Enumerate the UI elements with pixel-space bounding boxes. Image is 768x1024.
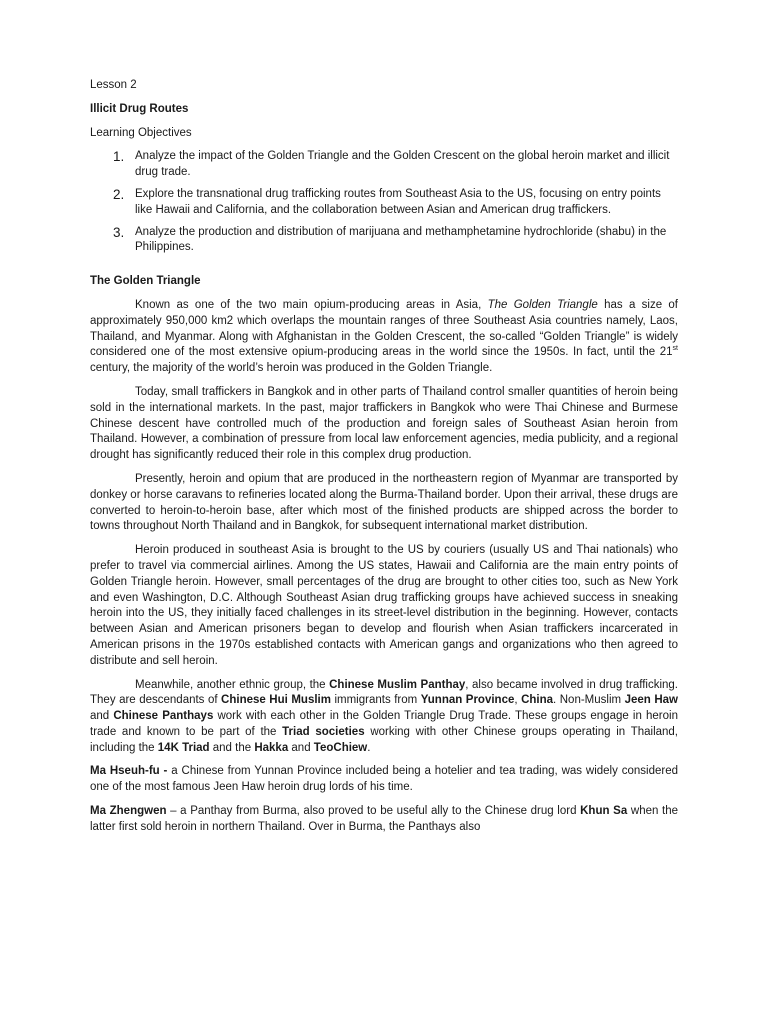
entry-ma-zhengwen: Ma Zhengwen – a Panthay from Burma, also proved to be useful ally to the Chinese drug lord Khun Sa when the latter first sold heroin in northern Thailand. Over in Burma, the Panthays also bbox=[90, 805, 679, 833]
objective-number: 2. bbox=[113, 186, 125, 202]
paragraph-golden-triangle-intro: Known as one of the two main opium-producing areas in Asia, The Golden Triangle has a size of approximately 950,000 km2 which overlaps the mountain ranges of three Southeast Asia countries namely, Laos, Thailand, and Myanmar. Along with Afghanistan in the Golden Crescent, the so-called “Golden Triangle” is widely considered one of the most extensive opium-producing areas in the world since the 1950s. In fact, until the 21st century, the majority of the world’s heroin was produced in the Golden Triangle. bbox=[90, 298, 679, 375]
objectives-list bbox=[90, 149, 678, 256]
objective-text: Analyze the production and distribution of marijuana and methamphetamine hydrochloride (shabu) in the Philippines. bbox=[135, 225, 667, 254]
objective-text: Analyze the impact of the Golden Triangle and the Golden Crescent on the global heroin market and illicit drug trade. bbox=[135, 150, 670, 179]
golden-triangle-term: The Golden Triangle bbox=[487, 298, 598, 311]
lesson-number: Lesson 2 bbox=[90, 79, 137, 91]
objective-item bbox=[90, 149, 678, 181]
objective-number: 3. bbox=[113, 224, 125, 240]
lesson-title: Illicit Drug Routes bbox=[90, 102, 189, 115]
objective-text: Explore the transnational drug trafficking routes from Southeast Asia to the US, focusing on entry points like Hawaii and California, and the collaboration between Asian and American drug traffickers. bbox=[135, 187, 661, 216]
paragraph-bangkok-traffickers: Today, small traffickers in Bangkok and in other parts of Thailand control smaller quantities of heroin being sold in the international markets. In the past, major traffickers in Bangkok who were Thai Chinese and Burmese Chinese descent have controlled much of the production and foreign sales of Southeast Asian heroin from Thailand. However, a combination of pressure from local law enforcement agencies, media publicity, and a regional drought has significantly reduced their role in this complex drug production. bbox=[90, 385, 678, 462]
entry-ma-hseuh-fu: Ma Hseuh-fu - a Chinese from Yunnan Province included being a hotelier and tea trading, was widely considered one of the most famous Jeen Haw heroin drug lords of his time. bbox=[90, 765, 678, 794]
paragraph-us-entry: Heroin produced in southeast Asia is brought to the US by couriers (usually US and Thai nationals) who prefer to travel via commercial airlines. Among the US states, Hawaii and California are the main entry points of Golden Triangle heroin. However, small percentages of the drug are brought to other cities too, such as New York and even Washington, D.C. Although Southeast Asian drug trafficking groups have achieved success in sneaking heroin into the US, they initially faced challenges in its street-level distribution in the beginning. However, contacts between Asian and American prisoners began to develop and flourish when Asian traffickers incarcerated in American prisons in the 1970s established contacts with American gangs and organizations who then agreed to distribute and sell heroin. bbox=[90, 544, 678, 667]
paragraph-panthay: Meanwhile, another ethnic group, the Chinese Muslim Panthay, also became involved in drug trafficking. They are descendants of Chinese Hui Muslim immigrants from Yunnan Province, China. Non-Muslim Jeen Haw and Chinese Panthays work with each other in the Golden Triangle Drug Trade. These groups engage in heroin trade and known to be part of the Triad societies working with other Chinese groups operating in Thailand, including the 14K Triad and the Hakka and TeoChiew. bbox=[90, 678, 679, 754]
section-heading: The Golden Triangle bbox=[90, 275, 201, 288]
objective-item bbox=[90, 225, 678, 257]
objective-item bbox=[90, 187, 678, 219]
paragraph-myanmar-transport: Presently, heroin and opium that are produced in the northeastern region of Myanmar are transported by donkey or horse caravans to refineries located along the Burma-Thailand border. Upon their arrival, these drugs are converted to heroin-to-heroin base, after which most of the finished products are shipped across the border to towns throughout North Thailand and in Bangkok, for subsequent international market distribution. bbox=[90, 472, 678, 533]
objectives-heading: Learning Objectives bbox=[90, 126, 192, 139]
objective-number: 1. bbox=[113, 149, 125, 165]
